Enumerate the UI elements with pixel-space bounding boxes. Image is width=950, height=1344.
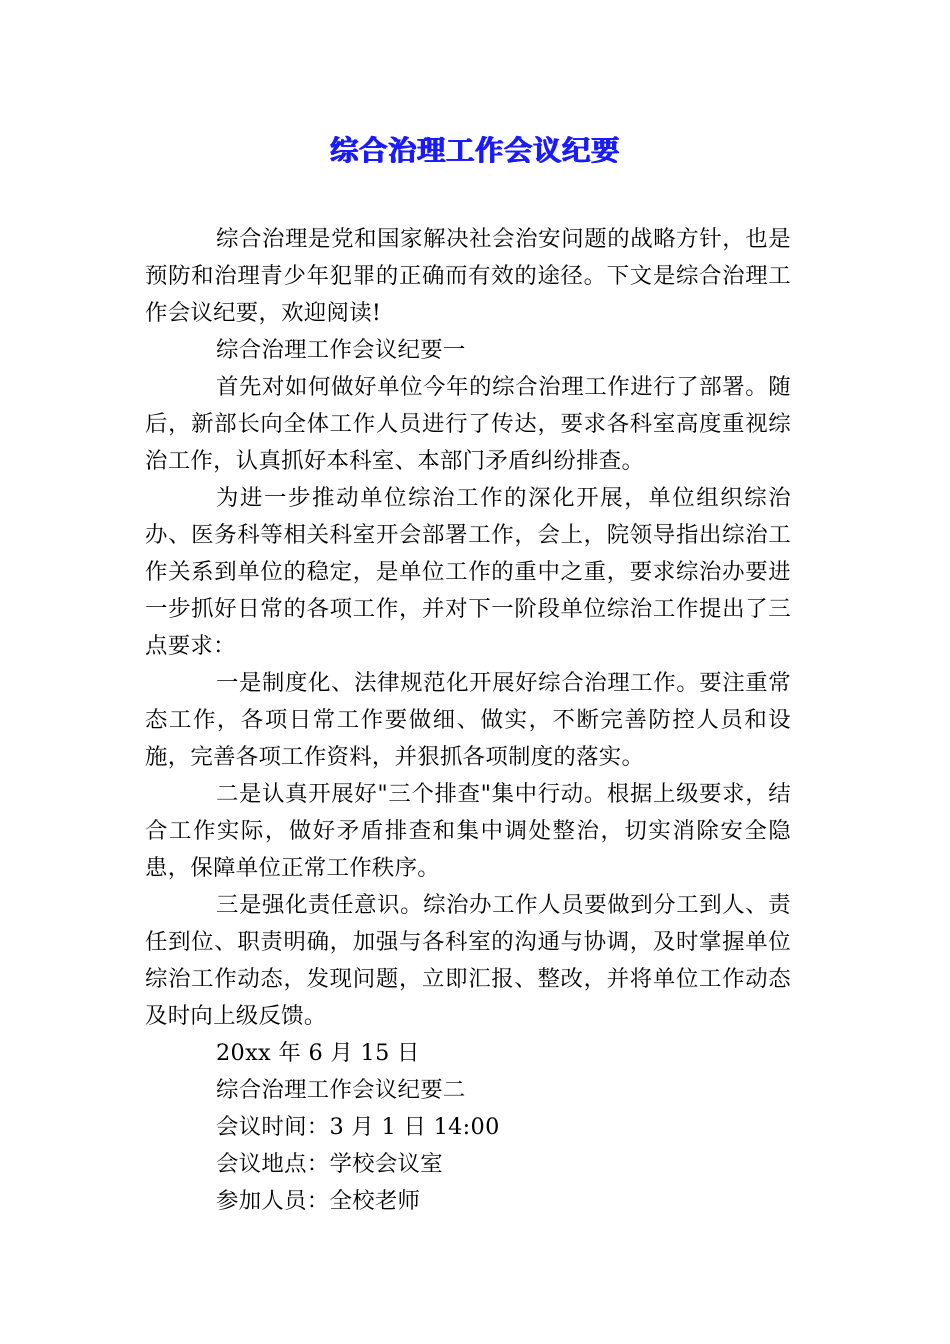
section-heading-two: 综合治理工作会议纪要二: [216, 1077, 466, 1103]
document-title: 综合治理工作会议纪要: [329, 134, 620, 167]
body-paragraph: 首先对如何做好单位今年的综合治理工作进行了部署。随后，新部长向全体工作人员进行了传达，要求各科室高度重视综治工作，认真抓好本科室、本部门矛盾纠纷排查。: [145, 374, 791, 474]
requirement-two-paragraph: 二是认真开展好"三个排查"集中行动。根据上级要求，结合工作实际，做好矛盾排查和集中调处整治，切实消除安全隐患，保障单位正常工作秩序。: [145, 781, 791, 881]
body-paragraph: 为进一步推动单位综治工作的深化开展，单位组织综治办、医务科等相关科室开会部署工作，会上，院领导指出综治工作关系到单位的稳定，是单位工作的重中之重，要求综治办要进一步抓好日常的各项工作，并对下一阶段单位综治工作提出了三点要求：: [145, 485, 791, 659]
intro-paragraph: 综合治理是党和国家解决社会治安问题的战略方针，也是预防和治理青少年犯罪的正确而有效的途径。下文是综合治理工作会议纪要，欢迎阅读!: [145, 226, 791, 326]
document-body: [145, 221, 791, 1220]
requirement-one-paragraph: 一是制度化、法律规范化开展好综合治理工作。要注重常态工作，各项日常工作要做细、做实，不断完善防控人员和设施，完善各项工作资料，并狠抓各项制度的落实。: [145, 670, 791, 770]
meeting-location-line: 会议地点：学校会议室: [216, 1151, 443, 1177]
date-line: 20xx 年 6 月 15 日: [216, 1040, 420, 1066]
requirement-three-paragraph: 三是强化责任意识。综治办工作人员要做到分工到人、责任到位、职责明确，加强与各科室的沟通与协调，及时掌握单位综治工作动态，发现问题，立即汇报、整改，并将单位工作动态及时向上级反馈。: [145, 892, 791, 1029]
section-heading-one: 综合治理工作会议纪要一: [216, 337, 466, 363]
meeting-time-line: 会议时间：3 月 1 日 14:00: [216, 1114, 500, 1140]
attendees-line: 参加人员：全校老师: [216, 1188, 421, 1214]
